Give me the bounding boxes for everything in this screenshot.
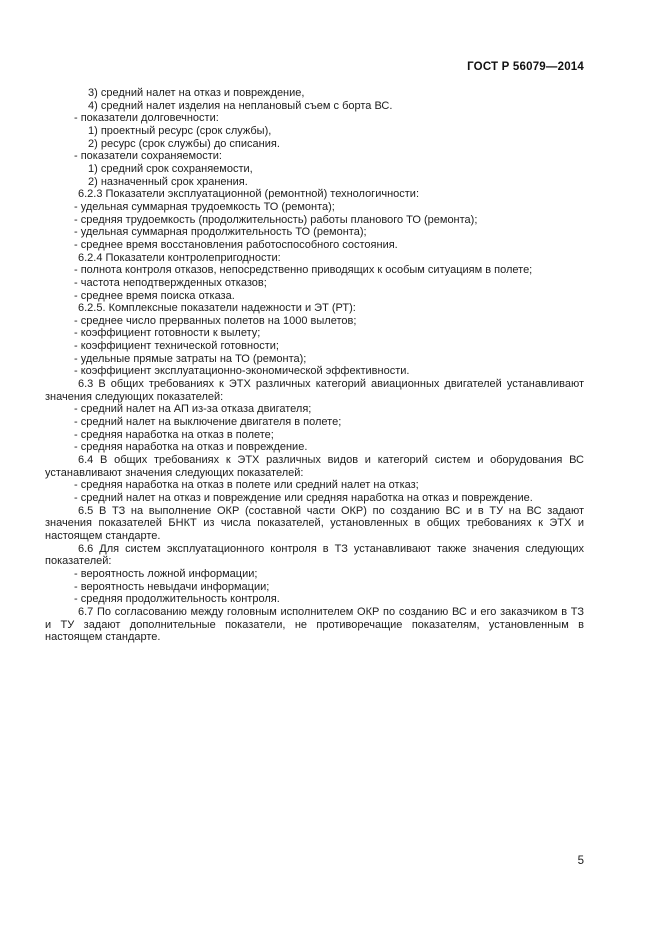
- list-item-numbered: 2) ресурс (срок службы) до списания.: [88, 137, 280, 150]
- paragraph: 6.5 В ТЗ на выполнение ОКР (составной части ОКР) по созданию ВС и в ТУ на ВС задают значения показателей БНКТ из числа показателей, установленных в общих требованиях к ЭТХ и настоящем стандарте.: [45, 504, 584, 542]
- list-item-dash: - средняя наработка на отказ в полете;: [74, 428, 274, 441]
- paragraph: 6.3 В общих требованиях к ЭТХ различных категорий авиационных двигателей устанавливают значения следующих показателей:: [45, 378, 584, 403]
- list-item-dash: - средний налет на выключение двигателя в полете;: [74, 416, 342, 429]
- list-item-dash: - средняя наработка на отказ в полете или средний налет на отказ;: [74, 479, 419, 492]
- list-item-numbered: 1) проектный ресурс (срок службы),: [88, 124, 272, 137]
- paragraph: 6.2.3 Показатели эксплуатационной (ремонтной) технологичности:: [78, 188, 420, 201]
- list-item-dash: - показатели долговечности:: [74, 112, 219, 125]
- document-body: [45, 87, 584, 644]
- list-item-dash: - частота неподтвержденных отказов;: [74, 276, 267, 289]
- list-item-dash: - средний налет на АП из-за отказа двигателя;: [74, 403, 312, 416]
- list-item-numbered: 3) средний налет на отказ и повреждение,: [88, 87, 305, 99]
- paragraph: 6.4 В общих требованиях к ЭТХ различных видов и категорий систем и оборудования ВС устанавливают значения следующих показателей:: [45, 454, 584, 479]
- paragraph: 6.6 Для систем эксплуатационного контроля в ТЗ устанавливают также значения следующих показателей:: [45, 542, 584, 568]
- list-item-numbered: 1) средний срок сохраняемости,: [88, 162, 253, 175]
- list-item-dash: - среднее время поиска отказа.: [74, 289, 235, 302]
- list-item-dash: - коэффициент технической готовности;: [74, 340, 279, 353]
- page-number: 5: [577, 855, 584, 867]
- paragraph: 6.2.5. Комплексные показатели надежности и ЭТ (РТ):: [78, 302, 356, 315]
- list-item-numbered: 4) средний налет изделия на неплановый съем с борта ВС.: [88, 99, 393, 112]
- list-item-dash: - средняя продолжительность контроля.: [74, 593, 280, 606]
- paragraph: 6.7 По согласованию между головным исполнителем ОКР по созданию ВС и его заказчиком в ТЗ и ТУ задают дополнительные показатели, не противоречащие показателям, установленным в настоящем стандарте.: [45, 605, 584, 644]
- standard-number-header: ГОСТ Р 56079—2014: [467, 61, 584, 73]
- list-item-dash: - вероятность ложной информации;: [74, 567, 258, 580]
- list-item-numbered: 2) назначенный срок хранения.: [88, 175, 248, 188]
- list-item-dash: - средняя наработка на отказ и повреждение.: [74, 441, 308, 454]
- list-item-dash: - коэффициент готовности к вылету;: [74, 327, 261, 340]
- list-item-dash: - средняя трудоемкость (продолжительность) работы планового ТО (ремонта);: [74, 213, 478, 226]
- list-item-dash: - удельные прямые затраты на ТО (ремонта);: [74, 352, 307, 365]
- list-item-dash: - удельная суммарная трудоемкость ТО (ремонта);: [74, 200, 335, 213]
- list-item-dash: - полнота контроля отказов, непосредственно приводящих к особым ситуациям в полете;: [74, 264, 533, 277]
- list-item-dash: - вероятность невыдачи информации;: [74, 580, 270, 593]
- list-item-dash: - показатели сохраняемости:: [74, 150, 222, 163]
- list-item-dash: - средний налет на отказ и повреждение или средняя наработка на отказ и повреждение.: [74, 492, 533, 504]
- list-item-dash: - среднее число прерванных полетов на 1000 вылетов;: [74, 314, 357, 327]
- list-item-dash: - среднее время восстановления работоспособного состояния.: [74, 238, 398, 251]
- paragraph: 6.2.4 Показатели контролепригодности:: [78, 251, 281, 264]
- list-item-dash: - удельная суммарная продолжительность ТО (ремонта);: [74, 226, 367, 239]
- list-item-dash: - коэффициент эксплуатационно-экономической эффективности.: [74, 365, 410, 378]
